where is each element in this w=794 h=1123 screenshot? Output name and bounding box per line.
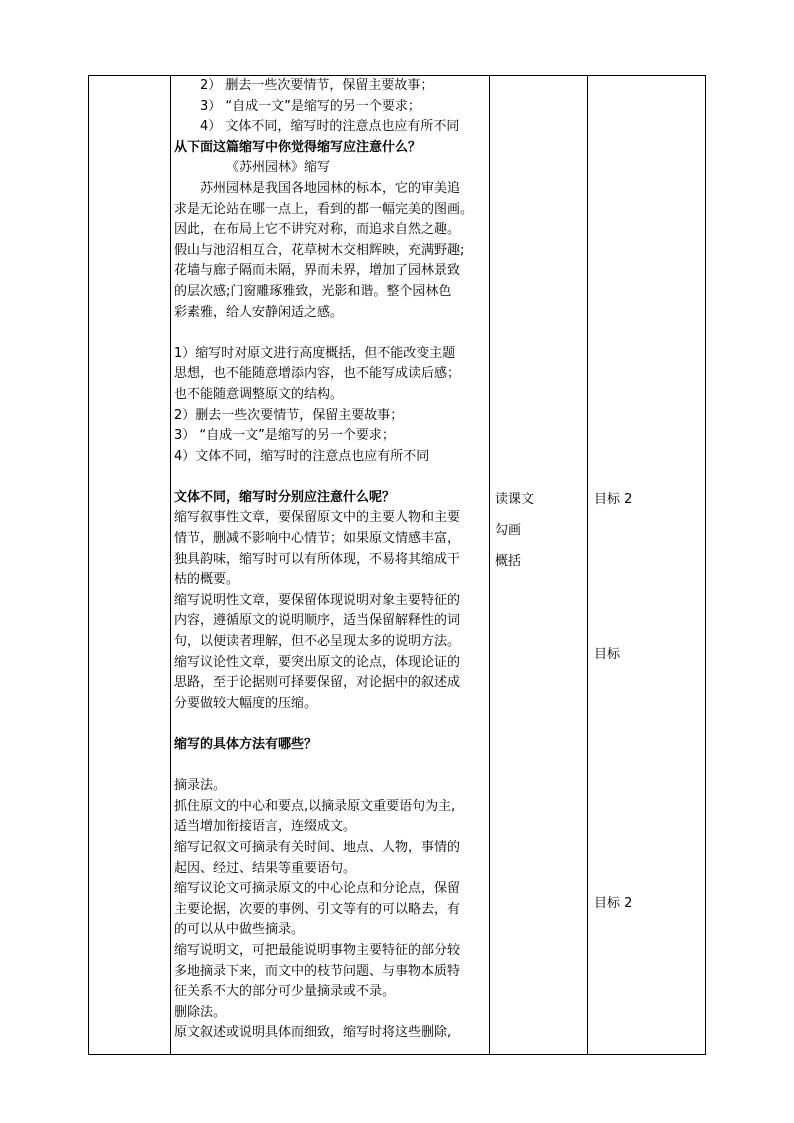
content-line: 抓住原文的中心和要点,以摘录原文重要语句为主, xyxy=(174,798,456,814)
content-line: 缩写记叙文可摘录有关时间、地点、人物，事情的 xyxy=(174,839,461,855)
content-line: 缩写议论文可摘录原文的中心论点和分论点，保留 xyxy=(174,881,461,897)
content-line: 思路，至于论据则可择要保留，对论据中的叙述成 xyxy=(174,675,461,691)
content-line: 2） 删去一些次要情节，保留主要故事； xyxy=(200,78,434,93)
content-line: 句，以便读者理解，但不必呈现太多的说明方法。 xyxy=(174,634,461,650)
content-line: 彩素雅，给人安静闲适之感。 xyxy=(174,304,344,320)
activity-summarize: 概括 xyxy=(495,554,522,569)
content-line: 从下面这篇缩写中你觉得缩写应注意什么？ xyxy=(174,139,422,155)
blank-line xyxy=(174,714,485,735)
content-line: 多地摘录下来，而文中的枝节问题、与事物本质特 xyxy=(174,963,461,979)
goal-label-1: 目标 2 xyxy=(594,492,633,507)
content-line: 内容，遵循原文的说明顺序，适当保留解释性的词 xyxy=(174,613,461,629)
content-line: 假山与池沼相互合，花草树木交相辉映，充满野趣; xyxy=(174,242,465,258)
content-line: 2）删去一些次要情节，保留主要故事； xyxy=(174,407,404,423)
content-line: 文体不同，缩写时分别应注意什么呢？ xyxy=(174,489,396,505)
blank-line xyxy=(174,467,485,488)
content-line: 起因、经过、结果等重要语句。 xyxy=(174,860,357,876)
content-line: 求是无论站在哪一点上，看到的都一幅完美的图画。 xyxy=(174,201,474,217)
column-divider xyxy=(489,76,490,1054)
content-line: 适当增加衔接语言，连缀成文。 xyxy=(174,819,357,835)
content-line: 分要做较大幅度的压缩。 xyxy=(174,695,318,711)
content-line: 征关系不大的部分可少量摘录或不录。 xyxy=(174,984,396,1000)
content-line: 3） “自成一文”是缩写的另一个要求； xyxy=(200,98,421,114)
content-line: 因此，在布局上它不讲究对称，而追求自然之趣。 xyxy=(174,222,461,238)
teaching-content-cell xyxy=(171,76,485,1054)
content-line: 缩写的具体方法有哪些？ xyxy=(174,737,318,752)
content-line: 缩写议论性文章，要突出原文的论点，体现论证的 xyxy=(174,654,461,670)
activity-read: 读课文 xyxy=(495,492,535,507)
content-line: 缩写叙事性文章，要保留原文中的主要人物和主要 xyxy=(174,510,461,526)
content-line: 的可以从中做些摘录。 xyxy=(174,922,305,938)
content-line: 4）文体不同，缩写时的注意点也应有所不同 xyxy=(174,448,430,464)
content-line: 主要论据，次要的事例、引文等有的可以略去，有 xyxy=(174,901,461,917)
content-line: 缩写说明性文章，要保留体现说明对象主要特征的 xyxy=(174,592,461,608)
content-line: 《苏州园林》缩写 xyxy=(226,160,331,176)
blank-line xyxy=(174,756,485,777)
content-line: 3） “自成一文”是缩写的另一个要求； xyxy=(174,428,395,444)
goal-label-2: 目标 xyxy=(594,647,621,662)
content-line: 枯的概要。 xyxy=(174,572,240,588)
content-line: 缩写说明文，可把最能说明事物主要特征的部分较 xyxy=(174,942,461,958)
content-line: 独具韵味，缩写时可以有所体现，不易将其缩成干 xyxy=(174,551,461,567)
content-line: 1）缩写时对原文进行高度概括，但不能改变主题 xyxy=(174,345,456,361)
content-line: 原文叙述或说明具体而细致，缩写时将这些删除, xyxy=(174,1025,452,1041)
goal-label-3: 目标 2 xyxy=(594,896,633,911)
content-line: 也不能随意调整原文的结构。 xyxy=(174,386,344,402)
blank-line xyxy=(174,323,485,344)
column-divider xyxy=(587,76,588,1054)
content-line: 的层次感;门窗雕琢雅致，光影和谐。整个园林色 xyxy=(174,283,452,299)
content-line: 思想，也不能随意增添内容，也不能写成读后感； xyxy=(174,366,461,382)
content-line: 情节，删减不影响中心情节；如果原文情感丰富， xyxy=(174,531,461,547)
content-line: 花墙与廊子隔而未隔，界而未界，增加了园林景致 xyxy=(174,263,461,279)
content-line: 删除法。 xyxy=(174,1004,227,1020)
lesson-table xyxy=(88,75,706,1055)
activity-mark: 勾画 xyxy=(495,523,522,538)
content-line: 苏州园林是我国各地园林的标本，它的审美追 xyxy=(200,180,461,196)
content-line: 摘录法。 xyxy=(174,778,227,794)
content-line: 4） 文体不同，缩写时的注意点也应有所不同 xyxy=(200,119,460,135)
